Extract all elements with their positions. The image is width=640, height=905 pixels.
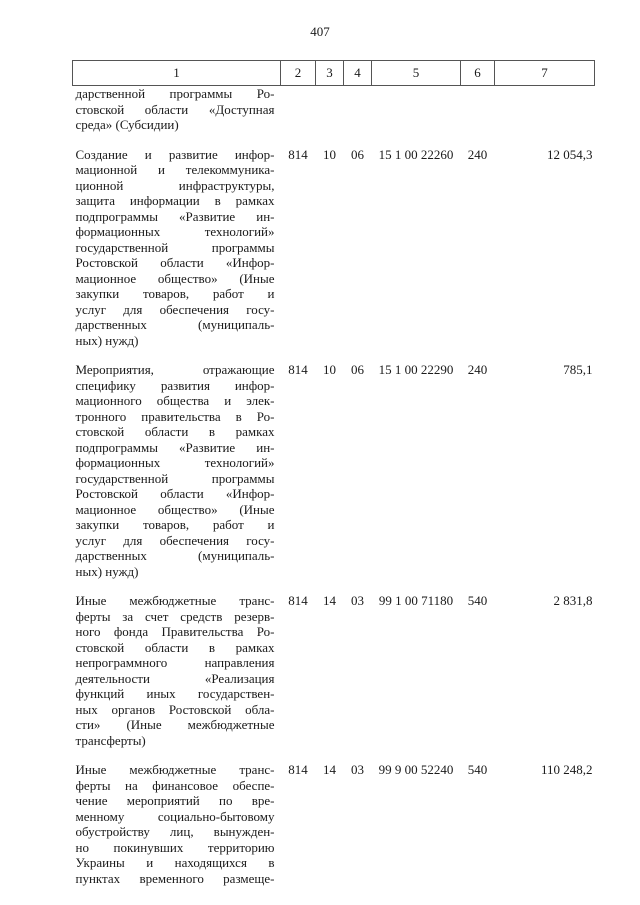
description-line: непрограммного направления xyxy=(75,655,275,670)
description-line: стовской области «Доступная xyxy=(75,101,275,117)
description-line: ферты за счет средств резерв- xyxy=(75,608,275,624)
description-line: ных органов Ростовской обла- xyxy=(75,701,275,717)
row-ministry-code: 814 xyxy=(288,762,308,777)
description-line: услуг для обеспечения госу- xyxy=(75,532,275,548)
table-row xyxy=(73,762,595,886)
row-ministry-code xyxy=(281,86,316,147)
header-cell-1: 1 xyxy=(73,61,281,86)
description-line: формационных технологий» xyxy=(75,224,275,239)
description-line: мационной и телекоммуника- xyxy=(75,162,275,177)
description-line: услуг для обеспечения госу- xyxy=(75,301,275,317)
budget-table xyxy=(72,60,595,886)
row-amount: 12 054,3 xyxy=(547,146,593,162)
row-description xyxy=(73,86,281,147)
row-description xyxy=(73,593,281,762)
row-subsection-code xyxy=(344,86,372,147)
description-line: ных) нужд) xyxy=(75,332,139,348)
description-line: Иные межбюджетные транс- xyxy=(75,762,275,777)
header-cell-3: 3 xyxy=(316,61,344,86)
description-line: ферты на финансовое обеспе- xyxy=(75,777,275,793)
row-ministry-code: 814 xyxy=(288,362,308,377)
row-ministry-code: 814 xyxy=(288,146,308,162)
header-cell-6: 6 xyxy=(461,61,495,86)
description-line: формационных технологий» xyxy=(75,455,275,470)
row-description xyxy=(73,762,281,886)
row-amount: 785,1 xyxy=(563,362,593,377)
description-line: подпрограммы «Развитие ин- xyxy=(75,439,275,455)
description-line: трансферты) xyxy=(75,732,146,748)
page-number: 407 xyxy=(310,24,330,39)
description-line: стовской области в рамках xyxy=(75,424,275,439)
header-cell-2: 2 xyxy=(281,61,316,86)
row-expense-type xyxy=(461,86,495,147)
description-line: Ростовской области «Инфор- xyxy=(75,486,275,501)
description-line: ционной инфраструктуры, xyxy=(75,177,275,193)
description-line: тронного правительства в Ро- xyxy=(75,408,275,424)
description-line: менному социально-бытовому xyxy=(75,808,275,824)
row-section-code: 14 xyxy=(323,762,336,777)
row-section-code: 10 xyxy=(323,146,336,162)
header-row xyxy=(73,61,595,86)
description-line: мационного общества и элек- xyxy=(75,393,275,408)
description-line: Иные межбюджетные транс- xyxy=(75,593,275,608)
description-line: дарственных (муниципаль- xyxy=(75,548,275,563)
row-section-code: 10 xyxy=(323,362,336,377)
description-line: закупки товаров, работ и xyxy=(75,517,275,532)
description-line: подпрограммы «Развитие ин- xyxy=(75,208,275,224)
description-line: сти» (Иные межбюджетные xyxy=(75,717,275,732)
description-line: пунктах временного размеще- xyxy=(75,870,275,886)
description-line: обустройству лиц, вынужден- xyxy=(75,824,275,839)
row-amount: 110 248,2 xyxy=(540,762,593,777)
row-expense-type: 240 xyxy=(467,362,488,377)
description-line: функций иных государствен- xyxy=(75,686,275,701)
header-cell-4: 4 xyxy=(344,61,372,86)
row-subsection-code: 06 xyxy=(351,146,364,162)
description-line: ного фонда Правительства Ро- xyxy=(75,624,275,639)
row-expense-type: 240 xyxy=(467,146,488,162)
description-line: Украины и находящихся в xyxy=(75,855,275,870)
description-line: закупки товаров, работ и xyxy=(75,286,275,301)
row-subsection-code: 06 xyxy=(351,362,364,377)
header-cell-7: 7 xyxy=(495,61,595,86)
description-line: ных) нужд) xyxy=(75,563,139,579)
description-line: государственной программы xyxy=(75,239,275,255)
description-line: защита информации в рамках xyxy=(75,193,275,208)
table-row xyxy=(73,86,595,147)
description-line: специфику развития инфор- xyxy=(75,377,275,393)
description-line: государственной программы xyxy=(75,470,275,486)
row-amount xyxy=(495,86,595,147)
row-target-article: 99 1 00 71180 xyxy=(378,593,454,608)
row-expense-type: 540 xyxy=(467,762,488,777)
description-line: Ростовской области «Инфор- xyxy=(75,255,275,270)
description-line: дарственной программы Ро- xyxy=(75,86,275,101)
row-target-article xyxy=(372,86,461,147)
description-line: но покинувших территорию xyxy=(75,839,275,855)
description-line: чение мероприятий по вре- xyxy=(75,793,275,808)
description-line: среда» (Субсидии) xyxy=(75,117,179,132)
row-subsection-code: 03 xyxy=(351,593,364,608)
row-subsection-code: 03 xyxy=(351,762,364,777)
row-target-article: 99 9 00 52240 xyxy=(378,762,454,777)
row-section-code: 14 xyxy=(323,593,336,608)
description-line: стовской области в рамках xyxy=(75,639,275,655)
row-description xyxy=(73,362,281,593)
description-line: Мероприятия, отражающие xyxy=(75,362,275,377)
description-line: мационное общество» (Иные xyxy=(75,270,275,286)
row-target-article: 15 1 00 22260 xyxy=(378,146,454,162)
row-expense-type: 540 xyxy=(467,593,488,608)
description-line: дарственных (муниципаль- xyxy=(75,317,275,332)
row-amount: 2 831,8 xyxy=(553,593,593,608)
row-description xyxy=(73,147,281,363)
description-line: Создание и развитие инфор- xyxy=(75,146,275,162)
description-line: деятельности «Реализация xyxy=(75,670,275,686)
header-cell-5: 5 xyxy=(372,61,461,86)
table-row xyxy=(73,147,595,363)
row-ministry-code: 814 xyxy=(288,593,308,608)
row-section-code xyxy=(316,86,344,147)
row-target-article: 15 1 00 22290 xyxy=(378,362,454,377)
description-line: мационное общество» (Иные xyxy=(75,501,275,517)
table-row xyxy=(73,593,595,762)
table-row xyxy=(73,362,595,593)
